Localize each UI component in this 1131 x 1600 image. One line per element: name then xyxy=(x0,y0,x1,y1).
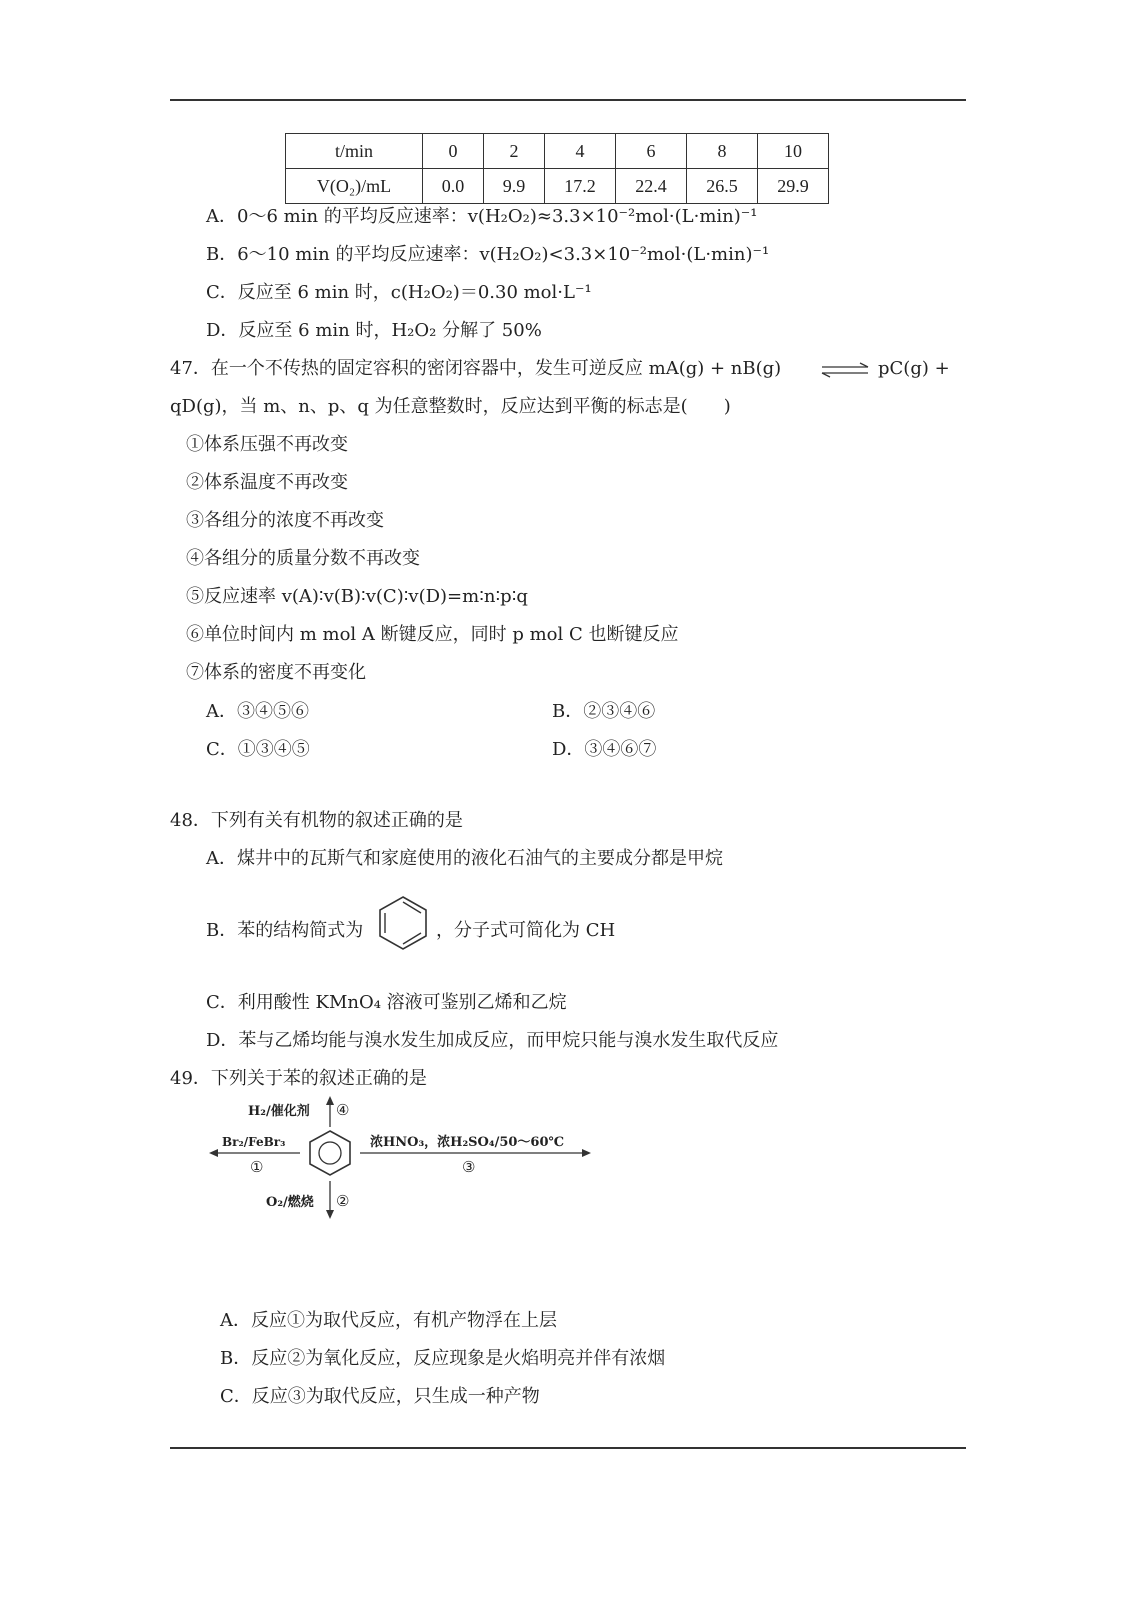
q48-option-c: C．利用酸性 KMnO₄ 溶液可鉴别乙烯和乙烷 xyxy=(206,992,567,1013)
q47-item: ⑤反应速率 v(A)∶v(B)∶v(C)∶v(D)=m∶n∶p∶q xyxy=(186,586,528,607)
q47-item: ④各组分的质量分数不再改变 xyxy=(186,548,420,569)
q49-option-b: B．反应②为氧化反应，反应现象是火焰明亮并伴有浓烟 xyxy=(220,1348,666,1369)
benzene-ring-icon xyxy=(310,1131,350,1175)
q47-item: ②体系温度不再改变 xyxy=(186,472,348,493)
q47-option-a: A．③④⑤⑥ xyxy=(206,701,309,722)
table-cell: 29.9 xyxy=(758,169,829,204)
table-cell: 9.9 xyxy=(484,169,545,204)
q47-option-b: B．②③④⑥ xyxy=(552,701,656,722)
table-cell: 0.0 xyxy=(423,169,484,204)
down-number: ② xyxy=(336,1192,350,1210)
right-reagent: 浓HNO₃，浓H₂SO₄/50～60℃ xyxy=(370,1135,565,1150)
q47-stem-line1-end: pC(g) + xyxy=(878,358,950,379)
table-cell: 26.5 xyxy=(687,169,758,204)
left-number: ① xyxy=(250,1158,264,1176)
q47-option-d: D．③④⑥⑦ xyxy=(552,739,657,760)
q48-stem: 48．下列有关有机物的叙述正确的是 xyxy=(170,810,463,831)
q49-option-c: C．反应③为取代反应，只生成一种产物 xyxy=(220,1386,540,1407)
table-row xyxy=(286,169,829,204)
q47-stem-line2: qD(g)，当 m、n、p、q 为任意整数时，反应达到平衡的标志是( ) xyxy=(170,396,731,417)
equilibrium-arrow-icon xyxy=(820,362,870,378)
q47-item: ⑦体系的密度不再变化 xyxy=(186,662,366,683)
top-rule xyxy=(170,99,966,101)
left-reagent: Br₂/FeBr₃ xyxy=(222,1135,286,1149)
bottom-rule xyxy=(170,1447,966,1449)
q47-stem-line1: 47．在一个不传热的固定容积的密闭容器中，发生可逆反应 mA(g) + nB(g) xyxy=(170,358,782,379)
table-header-cell: 4 xyxy=(545,134,616,169)
q46-option-a: A．0～6 min 的平均反应速率：v(H₂O₂)≈3.3×10⁻²mol·(L·min)⁻¹ xyxy=(206,206,758,227)
q46-option-b: B．6～10 min 的平均反应速率：v(H₂O₂)<3.3×10⁻²mol·(L·min)⁻¹ xyxy=(206,244,770,265)
benzene-reaction-diagram xyxy=(200,1094,620,1224)
table-cell: 22.4 xyxy=(616,169,687,204)
table-cell: 17.2 xyxy=(545,169,616,204)
up-number: ④ xyxy=(336,1101,350,1119)
q46-option-c: C．反应至 6 min 时，c(H₂O₂)＝0.30 mol·L⁻¹ xyxy=(206,282,592,303)
q49-option-a: A．反应①为取代反应，有机产物浮在上层 xyxy=(220,1310,557,1331)
table-header-cell: 0 xyxy=(423,134,484,169)
table-header-cell: 8 xyxy=(687,134,758,169)
down-reagent: O₂/燃烧 xyxy=(266,1195,314,1210)
right-number: ③ xyxy=(462,1158,476,1176)
up-reagent: H₂/催化剂 xyxy=(248,1104,310,1119)
q47-option-c: C．①③④⑤ xyxy=(206,739,310,760)
q48-option-d: D．苯与乙烯均能与溴水发生加成反应，而甲烷只能与溴水发生取代反应 xyxy=(206,1030,779,1051)
table-header-cell: 10 xyxy=(758,134,829,169)
q48-option-b-text: B．苯的结构简式为 xyxy=(206,920,364,941)
table-row xyxy=(286,134,829,169)
benzene-ring-icon xyxy=(374,894,432,952)
table-header-cell: t/min xyxy=(286,134,423,169)
q47-item: ⑥单位时间内 m mol A 断键反应，同时 p mol C 也断键反应 xyxy=(186,624,679,645)
q46-option-d: D．反应至 6 min 时，H₂O₂ 分解了 50% xyxy=(206,320,542,341)
table-header-cell: 6 xyxy=(616,134,687,169)
table-row-label: V(O₂)/mL xyxy=(286,169,423,204)
data-table xyxy=(285,133,829,204)
table-header-cell: 2 xyxy=(484,134,545,169)
q47-item: ③各组分的浓度不再改变 xyxy=(186,510,384,531)
q48-option-b-formula: ，分子式可简化为 CH xyxy=(436,920,616,941)
q48-option-a: A．煤井中的瓦斯气和家庭使用的液化石油气的主要成分都是甲烷 xyxy=(206,848,723,869)
q47-item: ①体系压强不再改变 xyxy=(186,434,348,455)
q49-stem: 49．下列关于苯的叙述正确的是 xyxy=(170,1068,427,1089)
